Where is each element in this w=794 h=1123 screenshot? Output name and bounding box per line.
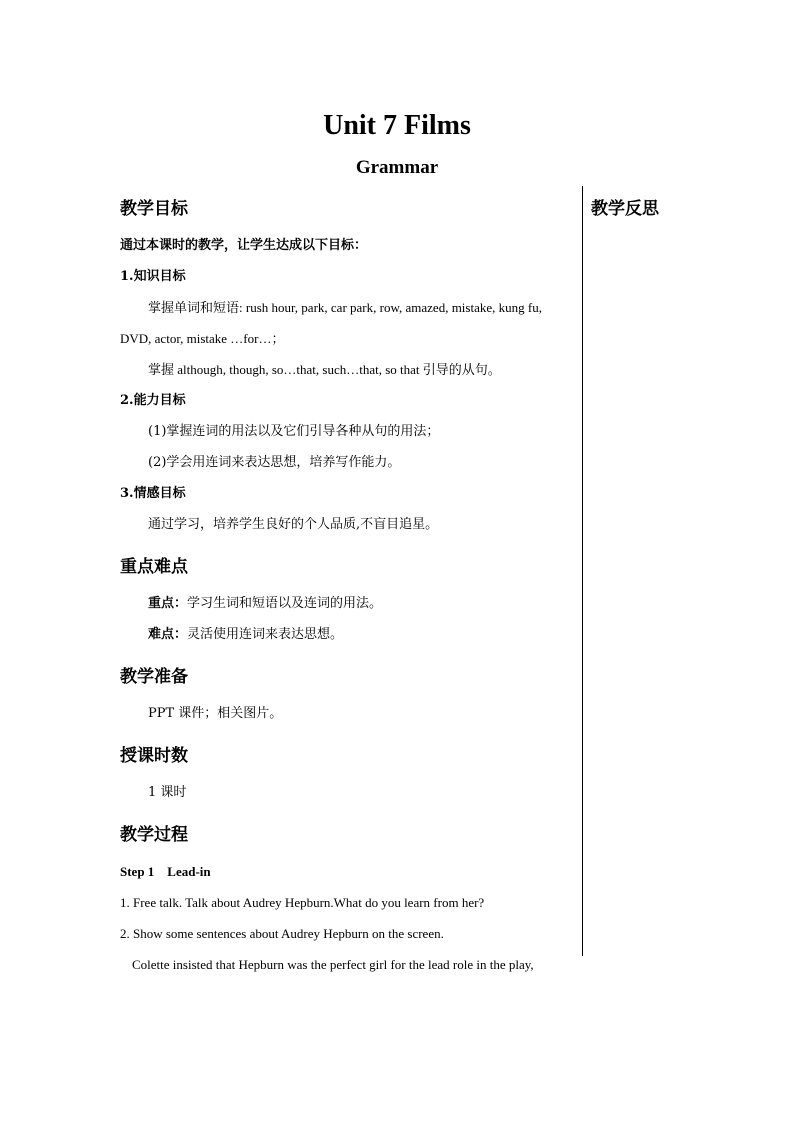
section-heading-key-points: 重点难点 xyxy=(120,557,188,577)
emotion-objective-line: 通过学习，培养学生良好的个人品质,不盲目追星。 xyxy=(148,517,439,532)
key-point-label: 重点： xyxy=(148,596,188,611)
ability-objective-line: (2)学会用连词来表达思想，培养写作能力。 xyxy=(148,455,401,470)
ability-objective-heading: 2.能力目标 xyxy=(120,393,186,408)
page-subtitle: Grammar xyxy=(355,157,439,178)
reflection-column xyxy=(591,194,659,224)
lesson-plan-main-column xyxy=(120,194,578,980)
section-heading-preparation: 教学准备 xyxy=(120,667,188,687)
knowledge-objective-line: 掌握 although, though, so…that, such…that, so that 引导的从句。 xyxy=(148,362,501,377)
hours-text: 1 课时 xyxy=(148,785,187,800)
knowledge-objective-heading: 1.知识目标 xyxy=(120,269,186,284)
difficult-point-text: 灵活使用连词来表达思想。 xyxy=(187,627,344,642)
process-line: 2. Show some sentences about Audrey Hepburn on the screen. xyxy=(120,926,444,941)
key-point-text: 学习生词和短语以及连词的用法。 xyxy=(187,596,383,611)
knowledge-objective-line: DVD, actor, mistake …for…； xyxy=(120,331,285,346)
ability-objective-line: (1)掌握连词的用法以及它们引导各种从句的用法； xyxy=(148,424,440,439)
process-line: Colette insisted that Hepburn was the perfect girl for the lead role in the play, xyxy=(132,957,534,972)
column-divider xyxy=(582,186,583,956)
key-point-line xyxy=(120,588,578,619)
emotion-objective-heading: 3.情感目标 xyxy=(120,486,186,501)
preparation-text: PPT 课件；相关图片。 xyxy=(148,706,283,721)
difficult-point-line xyxy=(120,619,578,650)
difficult-point-label: 难点： xyxy=(148,627,188,642)
section-heading-hours: 授课时数 xyxy=(120,746,188,766)
objectives-intro: 通过本课时的教学，让学生达成以下目标： xyxy=(120,238,368,253)
page-title: Unit 7 Films xyxy=(323,110,471,141)
section-heading-process: 教学过程 xyxy=(120,825,188,845)
knowledge-objective-line: 掌握单词和短语: rush hour, park, car park, row, amazed, mistake, kung fu, xyxy=(148,300,542,315)
process-line: 1. Free talk. Talk about Audrey Hepburn.What do you learn from her? xyxy=(120,895,485,910)
step-heading: Step 1 Lead-in xyxy=(120,864,211,879)
section-heading-reflection: 教学反思 xyxy=(591,199,659,219)
section-heading-objectives: 教学目标 xyxy=(120,199,188,219)
